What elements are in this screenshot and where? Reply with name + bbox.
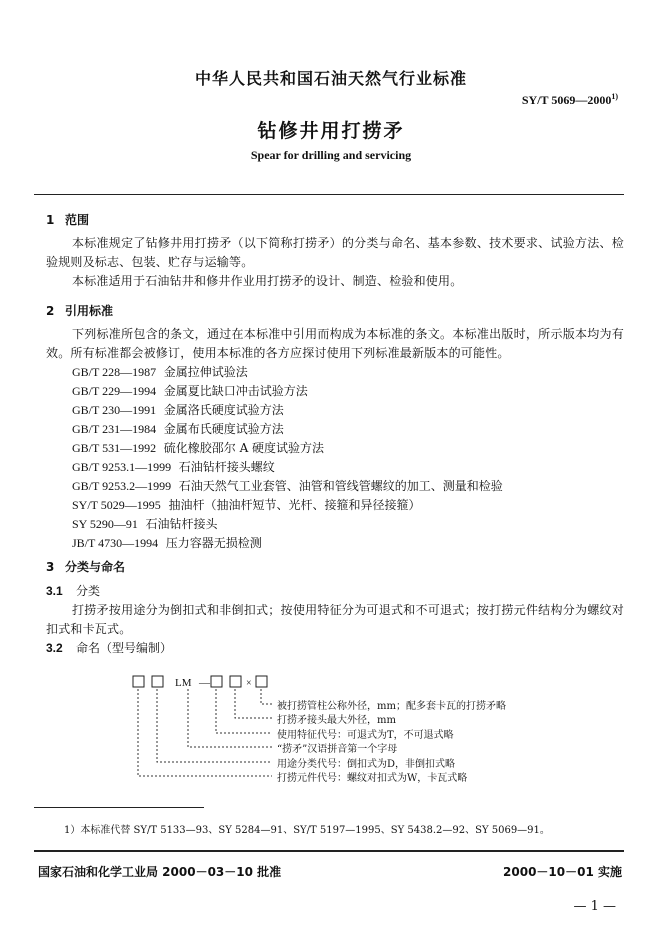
section-2-number: 2: [46, 304, 55, 318]
reference-title: 石油钻杆接头螺纹: [178, 460, 275, 474]
document-title-en: Spear for drilling and servicing: [250, 148, 412, 162]
subsection-3-2-title: 命名（型号编制）: [76, 641, 173, 655]
diagram-label: 用途分类代号：倒扣式为D，非倒扣式略: [277, 759, 456, 770]
section-3-title: 分类与命名: [65, 560, 126, 574]
subsection-3-2-number: 3.2: [46, 641, 63, 655]
reference-code: SY 5290—91: [72, 517, 138, 531]
feature-code-box: [211, 676, 222, 687]
reference-code: GB/T 531—1992: [72, 441, 157, 455]
reference-title: 抽油杆（抽油杆短节、光杆、接箍和异径接箍）: [168, 498, 421, 512]
diagram-label: 使用特征代号：可退式为T，不可退式略: [277, 730, 454, 741]
reference-title: 金属夏比缺口冲击试验方法: [163, 384, 308, 398]
footnote-divider: [34, 807, 204, 808]
approval-date: 国家石油和化学工业局 2000－03－10 批准: [38, 865, 282, 879]
section-1-number: 1: [46, 213, 55, 227]
reference-code: GB/T 9253.2—1999: [72, 479, 172, 493]
standard-number-note: 1): [611, 92, 618, 101]
leader-line-element: [138, 689, 272, 776]
document-title-cn: 钻修井用打捞矛: [257, 120, 405, 142]
diagram-label: “捞矛”汉语拼音第一个字母: [277, 744, 398, 755]
model-times-sign: ×: [246, 678, 252, 689]
reference-title: 压力容器无损检测: [165, 536, 262, 550]
implementation-date: 2000－10－01 实施: [503, 865, 622, 879]
section-1-paragraph-1: 本标准规定了钻修井用打捞矛（以下简称打捞矛）的分类与命名、基本参数、技术要求、试验方法、检验规则及标志、包装、贮存与运输等。: [46, 236, 624, 269]
pipe-od-box: [256, 676, 267, 687]
reference-title: 金属布氏硬度试验方法: [163, 422, 284, 436]
reference-title: 金属拉伸试验法: [163, 365, 248, 379]
footnote: 1）本标准代替 SY/T 5133—93、SY 5284—91、SY/T 5197—1995、SY 5438.2—92、SY 5069—91。: [64, 825, 550, 836]
reference-code: JB/T 4730—1994: [72, 536, 159, 550]
leader-line-feature: [216, 689, 272, 733]
reference-title: 金属洛氏硬度试验方法: [163, 403, 284, 417]
reference-code: GB/T 231—1984: [72, 422, 157, 436]
diagram-label: 被打捞管柱公称外径，mm；配多套卡瓦的打捞矛略: [277, 701, 506, 712]
reference-code: SY/T 5029—1995: [72, 498, 161, 512]
subsection-3-1-number: 3.1: [46, 584, 63, 598]
leader-line-usage: [157, 689, 272, 762]
reference-code: GB/T 229—1994: [72, 384, 157, 398]
section-3-number: 3: [46, 560, 55, 574]
section-1-title: 范围: [65, 213, 90, 227]
subsection-3-1-title: 分类: [76, 584, 101, 598]
subsection-3-1-paragraph: 打捞矛按用途分为倒扣式和非倒扣式；按使用特征分为可退式和不可退式；按打捞元件结构分为螺纹对扣式和卡瓦式。: [46, 603, 624, 636]
reference-code: GB/T 230—1991: [72, 403, 157, 417]
section-2-title: 引用标准: [65, 304, 114, 318]
model-letters: LM: [175, 677, 192, 689]
section-2-paragraph: 下列标准所包含的条文，通过在本标准中引用而构成为本标准的条文。本标准出版时，所示版本均为有效。所有标准都会被修订，使用本标准的各方应探讨使用下列标准最新版本的可能性。: [46, 327, 624, 360]
reference-title: 石油钻杆接头: [145, 517, 218, 531]
reference-code: GB/T 228—1987: [72, 365, 157, 379]
reference-title: 石油天然气工业套管、油管和管线管螺纹的加工、测量和检验: [178, 479, 503, 493]
page-number: — 1 —: [573, 899, 616, 914]
element-code-box: [133, 676, 144, 687]
leader-line-pipe-od: [261, 689, 272, 704]
diagram-label: 打捞矛接头最大外径，mm: [277, 715, 396, 726]
reference-title: 硫化橡胶邵尔 A 硬度试验方法: [163, 441, 325, 455]
issuing-body-heading: 中华人民共和国石油天然气行业标准: [194, 69, 467, 88]
joint-od-box: [230, 676, 241, 687]
usage-code-box: [152, 676, 163, 687]
model-dash: —: [199, 677, 210, 689]
standard-number-text: SY/T 5069—2000: [521, 93, 612, 107]
reference-code: GB/T 9253.1—1999: [72, 460, 172, 474]
section-1-paragraph-2: 本标准适用于石油钻井和修井作业用打捞矛的设计、制造、检验和使用。: [72, 274, 463, 288]
diagram-label: 打捞元件代号：螺纹对扣式为W，卡瓦式略: [277, 773, 468, 784]
footer-divider: [34, 850, 624, 852]
